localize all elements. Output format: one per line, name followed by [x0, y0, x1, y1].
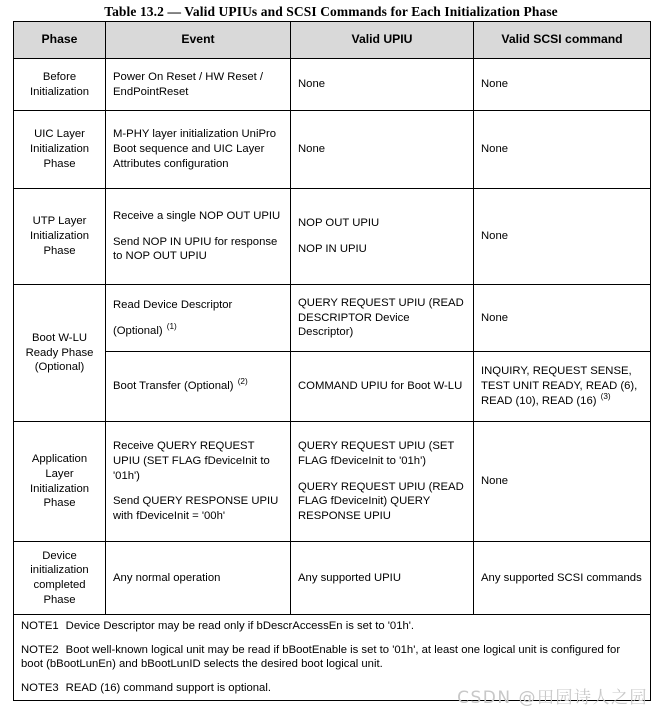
upiu-cell — [291, 59, 474, 111]
phase-label: Boot W-LU Ready Phase (Optional) — [25, 331, 94, 374]
upiu-text: NOP IN UPIU — [298, 243, 367, 255]
note-1 — [21, 619, 643, 634]
scsi-text: None — [481, 475, 509, 488]
event-cell — [106, 422, 291, 542]
event-cell — [106, 542, 291, 615]
table-row — [14, 111, 651, 189]
phase-cell — [14, 285, 106, 422]
note-3 — [21, 681, 643, 696]
column-header-valid-upiu: Valid UPIU — [291, 22, 474, 59]
note-3-label: NOTE3 — [21, 682, 59, 695]
phase-label: Application Layer Initialization Phase — [29, 453, 90, 510]
phase-cell — [14, 111, 106, 189]
upiu-text: Any supported UPIU — [298, 571, 401, 584]
phase-label: UIC Layer Initialization Phase — [29, 128, 90, 170]
scsi-cell — [474, 542, 651, 615]
upiu-text: None — [298, 78, 326, 91]
scsi-text: None — [481, 78, 509, 91]
event-cell — [106, 285, 291, 352]
event-cell — [106, 352, 291, 422]
scsi-cell — [474, 285, 651, 352]
phase-cell — [14, 189, 106, 285]
table-row — [14, 285, 651, 352]
upiu-cell — [291, 352, 474, 422]
event-text: Read Device Descriptor — [113, 298, 233, 311]
table-row — [14, 189, 651, 285]
footnote-marker-1: (1) — [166, 321, 177, 331]
event-text: Receive a single NOP OUT UPIU — [113, 209, 281, 222]
table-caption: Table 13.2 — Valid UPIUs and SCSI Commands for Each Initialization Phase — [104, 4, 558, 19]
scsi-cell — [474, 352, 651, 422]
upiu-text: QUERY REQUEST UPIU (SET FLAG fDeviceInit to '01h') — [298, 440, 455, 467]
table-row — [14, 59, 651, 111]
phase-label: UTP Layer Initialization Phase — [29, 215, 90, 257]
notes-cell — [14, 615, 651, 701]
event-text: M-PHY layer initialization UniPro Boot sequence and UIC Layer Attributes configuration — [113, 128, 277, 170]
table-row — [14, 542, 651, 615]
scsi-cell — [474, 189, 651, 285]
event-text: Send QUERY RESPONSE UPIU with fDeviceInit = '00h' — [113, 495, 279, 522]
scsi-cell — [474, 111, 651, 189]
upiu-text: QUERY REQUEST UPIU (READ DESCRIPTOR Device Descriptor) — [298, 296, 464, 339]
upiu-text: None — [298, 143, 326, 156]
column-header-event: Event — [106, 22, 291, 59]
footnote-marker-2: (2) — [237, 377, 248, 387]
event-cell — [106, 111, 291, 189]
table-header-row — [14, 22, 651, 59]
phase-label: Before Initialization — [29, 70, 90, 98]
upiu-cell — [291, 111, 474, 189]
event-optional-label: (Optional) — [113, 324, 166, 337]
scsi-label: INQUIRY, REQUEST SENSE, TEST UNIT READY, READ (6), READ (10), READ (16) — [481, 365, 638, 407]
scsi-text: None — [481, 230, 509, 243]
table-notes-row — [14, 615, 651, 701]
csdn-watermark: CSDN @田园诗人之园 — [457, 688, 648, 708]
note-2-text: Boot well-known logical unit may be read if bBootEnable is set to '01h', at least one logical unit is configured for boot (bBootLunEn) and bBootLunID selects the desired boot logical unit. — [21, 643, 621, 671]
upiu-text: QUERY REQUEST UPIU (READ FLAG fDeviceInit) QUERY RESPONSE UPIU — [298, 480, 464, 522]
upiu-cell — [291, 542, 474, 615]
table-row — [14, 352, 651, 422]
table-header — [14, 22, 651, 59]
event-text: Send NOP IN UPIU for response to NOP OUT UPIU — [113, 235, 278, 263]
phase-label: Device initialization completed Phase — [30, 549, 89, 606]
upiu-text: COMMAND UPIU for Boot W-LU — [298, 380, 463, 393]
note-1-text: Device Descriptor may be read only if bDescrAccessEn is set to '01h'. — [65, 620, 415, 632]
event-text: Any normal operation — [113, 571, 221, 584]
event-cell — [106, 189, 291, 285]
column-header-valid-scsi-command: Valid SCSI command — [474, 22, 651, 59]
event-text: Power On Reset / HW Reset / EndPointReset — [113, 70, 264, 98]
note-2 — [21, 643, 643, 672]
event-text-optional — [113, 321, 283, 339]
initialization-phase-table — [13, 21, 651, 701]
scsi-text: None — [481, 143, 509, 156]
footnote-marker-3: (3) — [600, 392, 611, 402]
event-text — [113, 379, 283, 394]
event-cell — [106, 59, 291, 111]
upiu-cell — [291, 422, 474, 542]
scsi-cell — [474, 422, 651, 542]
note-1-label: NOTE1 — [21, 620, 59, 632]
upiu-text: NOP OUT UPIU — [298, 217, 380, 230]
event-label: Boot Transfer (Optional) — [113, 380, 237, 393]
phase-cell — [14, 59, 106, 111]
table-body — [14, 59, 651, 701]
upiu-cell — [291, 285, 474, 352]
note-3-text: READ (16) command support is optional. — [65, 682, 271, 695]
upiu-cell — [291, 189, 474, 285]
phase-cell — [14, 542, 106, 615]
phase-cell — [14, 422, 106, 542]
note-2-label: NOTE2 — [21, 643, 59, 656]
scsi-text — [481, 364, 643, 408]
table-row — [14, 422, 651, 542]
scsi-cell — [474, 59, 651, 111]
table-container — [13, 21, 650, 701]
column-header-phase: Phase — [14, 22, 106, 59]
scsi-text: None — [481, 311, 509, 324]
scsi-text: Any supported SCSI commands — [481, 571, 642, 584]
event-text: Receive QUERY REQUEST UPIU (SET FLAG fDeviceInit to '01h') — [113, 440, 270, 482]
